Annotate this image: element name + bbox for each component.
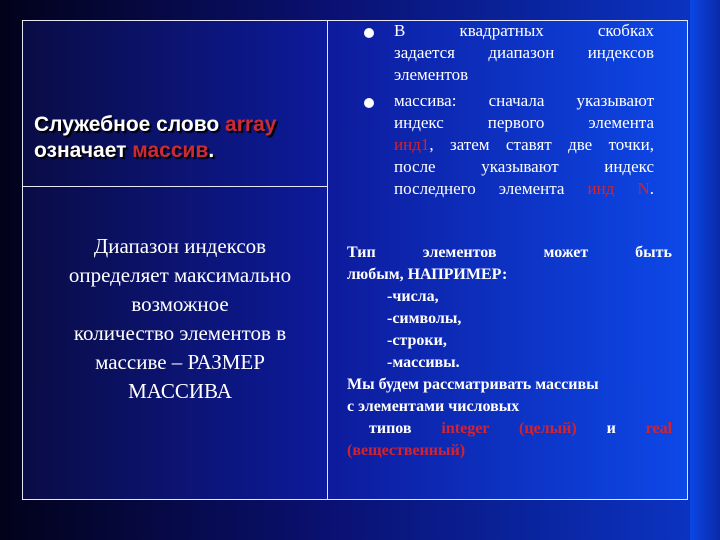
types-list-item: -числа, bbox=[387, 288, 439, 305]
bullet-item-2 bbox=[364, 90, 654, 200]
types-text: типов bbox=[369, 420, 442, 437]
range-line: МАССИВА bbox=[128, 379, 232, 403]
element-types-cell bbox=[347, 242, 672, 462]
type-integer-ru: (целый) bbox=[519, 420, 577, 437]
types-line: Тип элементов может быть bbox=[347, 244, 672, 261]
index-first: инд1 bbox=[394, 135, 430, 154]
keyword-massiv: массив bbox=[132, 139, 209, 162]
range-cell bbox=[28, 232, 332, 406]
row-divider bbox=[22, 186, 327, 187]
bullet-item-1 bbox=[364, 20, 654, 86]
index-last: инд N bbox=[587, 179, 650, 198]
types-line: с элементами числовых bbox=[347, 398, 520, 415]
range-line: определяет максимально bbox=[68, 263, 292, 287]
bullet-line: индекс первого элемента bbox=[394, 113, 654, 132]
types-list-item: -строки, bbox=[387, 332, 447, 349]
definition-period: . bbox=[208, 139, 215, 162]
bullet-line: массива: сначала указывают bbox=[394, 91, 654, 110]
types-line: любым, НАПРИМЕР: bbox=[347, 266, 508, 283]
bullet-dot-icon bbox=[364, 28, 374, 38]
bullet-line: элементов bbox=[394, 65, 469, 84]
definition-text-1: Служебное слово bbox=[34, 113, 226, 136]
type-integer: integer bbox=[441, 420, 490, 437]
bullet-dot-icon bbox=[364, 98, 374, 108]
types-text: и bbox=[606, 420, 616, 437]
definition-cell bbox=[34, 112, 324, 164]
keyword-array: array bbox=[225, 113, 277, 136]
types-line bbox=[347, 418, 672, 440]
bullet-text: . bbox=[649, 179, 654, 198]
right-edge-strip bbox=[690, 0, 720, 540]
types-list-item: -символы, bbox=[387, 310, 462, 327]
bullet-line: после указывают индекс bbox=[394, 157, 654, 176]
range-line: возможное bbox=[131, 292, 229, 316]
bullet-line: задается диапазон индексов bbox=[394, 43, 654, 62]
type-real: real bbox=[645, 420, 673, 437]
bullet-line bbox=[394, 178, 654, 200]
definition-text-2: означает bbox=[34, 139, 133, 162]
types-line: Мы будем рассматривать массивы bbox=[347, 376, 599, 393]
bullet-line bbox=[394, 134, 654, 156]
range-line: количество элементов в bbox=[73, 321, 287, 345]
type-real-ru: (вещественный) bbox=[347, 442, 466, 459]
range-line: массиве – РАЗМЕР bbox=[95, 350, 265, 374]
bullet-text: последнего элемента bbox=[394, 179, 588, 198]
bullet-line: В квадратных скобках bbox=[394, 21, 654, 40]
types-list-item: -массивы. bbox=[387, 354, 460, 371]
bullet-list bbox=[364, 20, 654, 200]
bullet-text: , затем ставят две точки, bbox=[429, 135, 654, 154]
range-line: Диапазон индексов bbox=[93, 234, 267, 258]
